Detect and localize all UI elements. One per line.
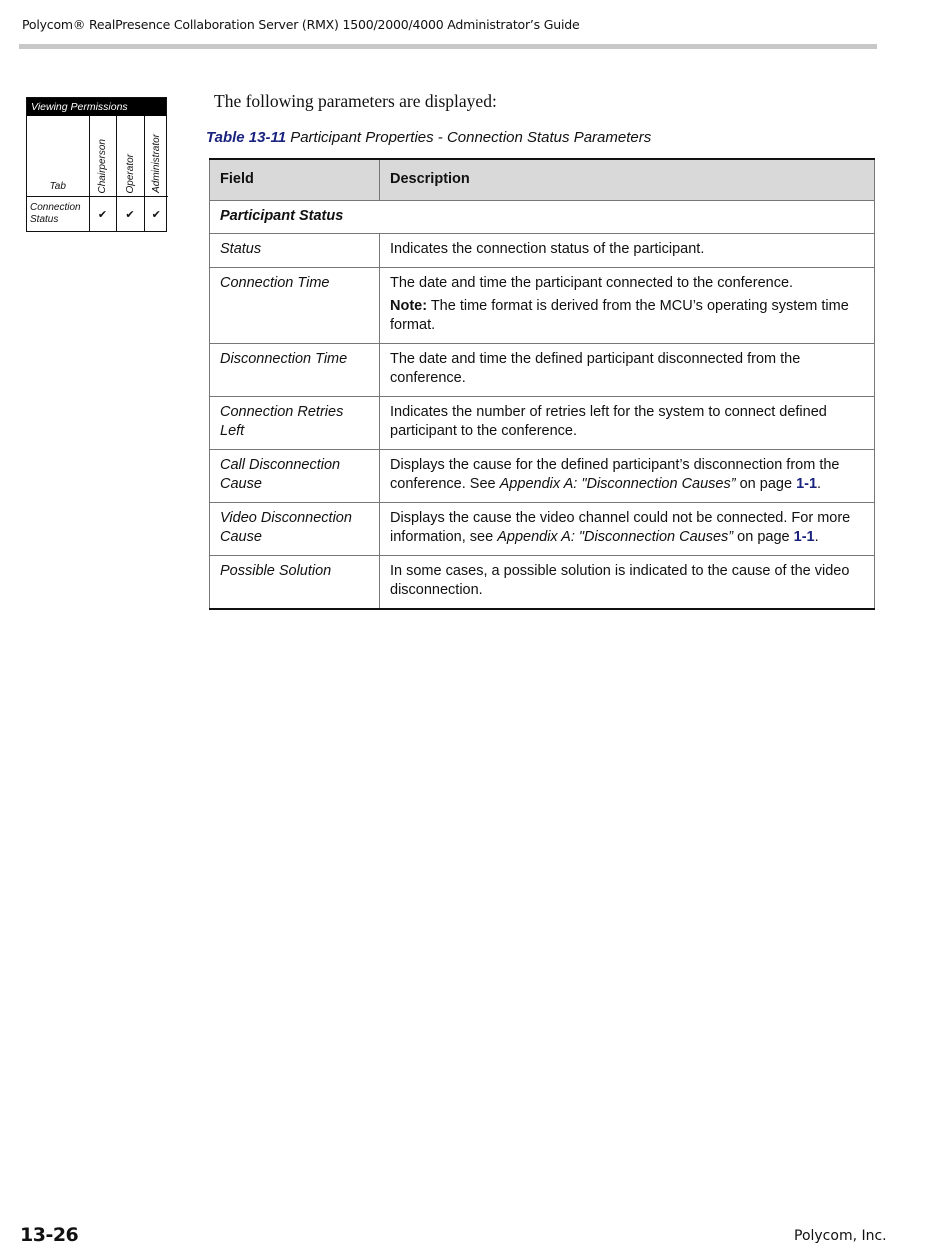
field-description: Indicates the connection status of the participant. (380, 234, 875, 268)
role-chairperson: Chairperson (97, 138, 108, 193)
table-title: Participant Properties - Connection Status Parameters (286, 129, 652, 146)
table-row (210, 234, 875, 268)
role-administrator: Administrator (150, 134, 162, 193)
check-icon: ✔ (144, 197, 168, 232)
parameters-table (209, 158, 875, 610)
page-link[interactable]: 1-1 (793, 529, 815, 545)
header-rule (19, 44, 877, 49)
permission-row-label: Connection Status (27, 197, 89, 232)
field-name: Status (210, 234, 380, 268)
check-icon: ✔ (116, 197, 144, 232)
viewing-permissions-title: Viewing Permissions (27, 98, 166, 116)
appendix-reference: Appendix A: "Disconnection Causes” (497, 529, 734, 545)
viewing-permissions-box (26, 97, 167, 232)
table-number: Table 13-11 (206, 129, 287, 146)
field-name: Call Disconnection Cause (210, 450, 380, 503)
tab-header: Tab (27, 116, 89, 197)
page-link[interactable]: 1-1 (796, 476, 818, 492)
table-row (210, 450, 875, 503)
field-name: Connection Time (210, 268, 380, 344)
field-description: Displays the cause for the defined participant’s disconnection from the conference. See Appendix A: "Disconnection Causes” on page 1-1. (380, 450, 875, 503)
check-icon: ✔ (89, 197, 116, 232)
field-description: Indicates the number of retries left for the system to connect defined participant to the conference. (380, 397, 875, 450)
field-name: Video Disconnection Cause (210, 503, 380, 556)
header-field: Field (210, 159, 380, 201)
table-row (210, 268, 875, 344)
page-number: 13-26 (20, 1224, 79, 1246)
field-name: Disconnection Time (210, 344, 380, 397)
table-row (210, 556, 875, 610)
field-description: The date and time the participant connected to the conference. Note: The time format is derived from the MCU’s operating system time format. (380, 268, 875, 344)
intro-text: The following parameters are displayed: (214, 91, 497, 111)
table-row (210, 503, 875, 556)
section-participant-status: Participant Status (210, 201, 875, 234)
role-operator: Operator (124, 153, 136, 193)
note: Note: The time format is derived from the MCU’s operating system time format. (390, 298, 849, 333)
field-name: Possible Solution (210, 556, 380, 610)
table-caption (206, 129, 651, 146)
appendix-reference: Appendix A: "Disconnection Causes” (499, 476, 736, 492)
field-description: In some cases, a possible solution is indicated to the cause of the video disconnection. (380, 556, 875, 610)
field-name: Connection Retries Left (210, 397, 380, 450)
running-header: Polycom® RealPresence Collaboration Server (RMX) 1500/2000/4000 Administrator’s Guide (22, 17, 580, 32)
table-row (210, 344, 875, 397)
viewing-permissions-table (27, 116, 168, 231)
table-row (210, 397, 875, 450)
footer-company: Polycom, Inc. (794, 1228, 887, 1244)
header-description: Description (380, 159, 875, 201)
field-description: The date and time the defined participant disconnected from the conference. (380, 344, 875, 397)
field-description: Displays the cause the video channel could not be connected. For more information, see Appendix A: "Disconnection Causes” on page 1-1. (380, 503, 875, 556)
